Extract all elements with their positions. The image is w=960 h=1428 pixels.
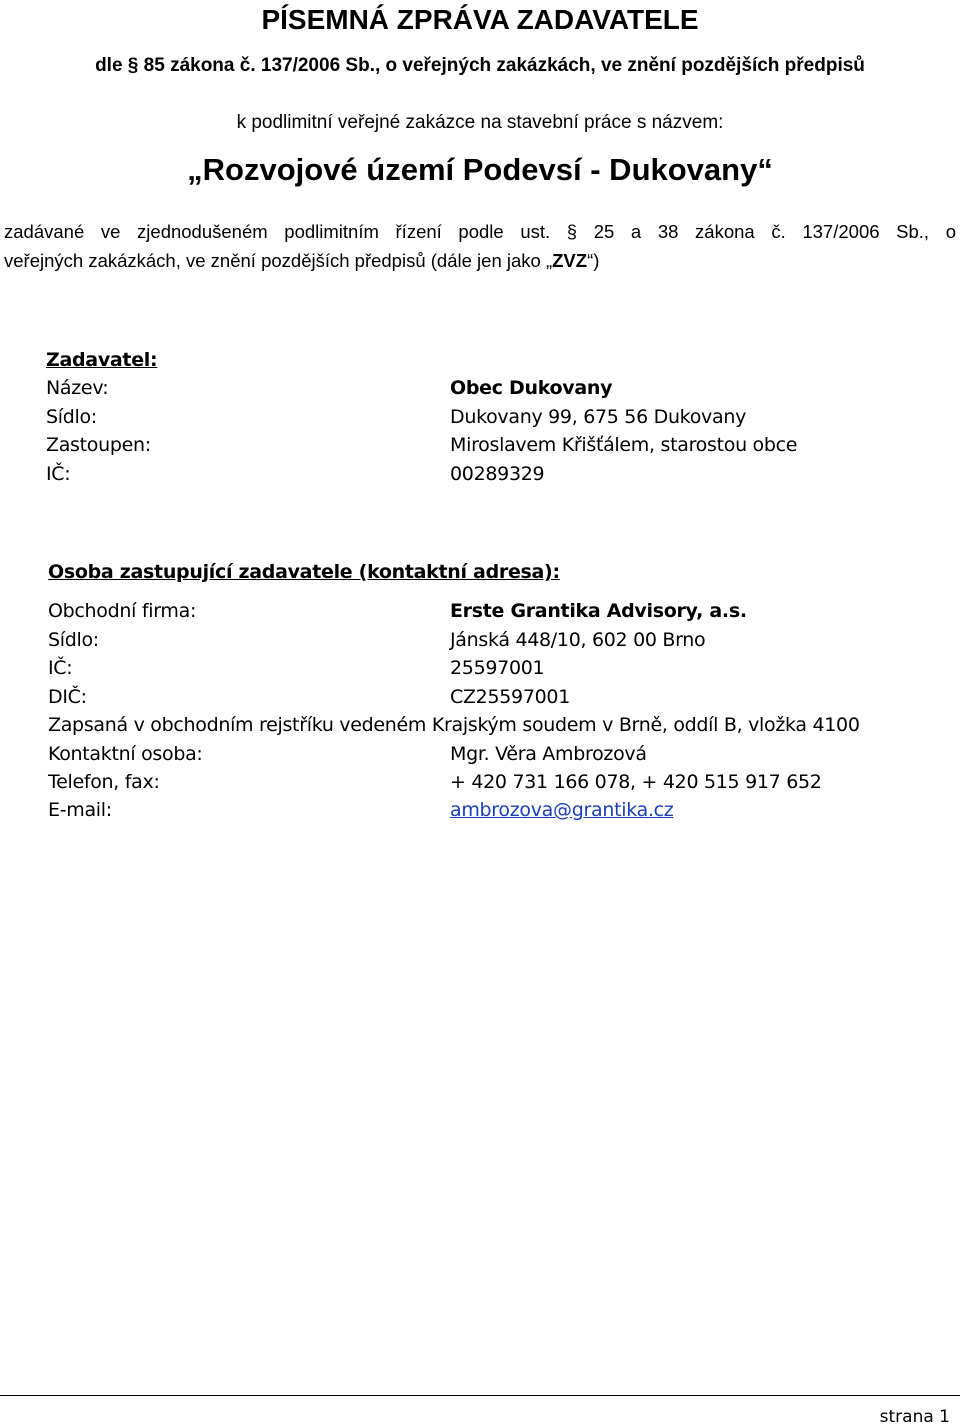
contact-person-value: Mgr. Věra Ambrozová (450, 743, 647, 765)
registry-note: Zapsaná v obchodním rejstříku vedeném Krajským soudem v Brně, oddíl B, vložka 4100 (48, 714, 860, 736)
contracting-authority-heading: Zadavatel: (46, 349, 158, 371)
procedure-line-2-prefix: veřejných zakázkách, ve znění pozdějších předpisů (dále jen jako „ (4, 250, 553, 271)
authority-seat-label: Sídlo: (46, 406, 97, 428)
authority-name-value: Obec Dukovany (450, 377, 613, 399)
company-id-value: 25597001 (450, 657, 545, 679)
company-seat-label: Sídlo: (48, 629, 99, 651)
company-name-value: Erste Grantika Advisory, a.s. (450, 600, 747, 622)
company-seat-value: Jánská 448/10, 602 00 Brno (450, 629, 706, 651)
authority-representative-value: Miroslavem Křišťálem, starostou obce (450, 434, 798, 456)
company-id-label: IČ: (48, 657, 73, 679)
authority-seat-value: Dukovany 99, 675 56 Dukovany (450, 406, 747, 428)
document-subtitle: dle § 85 zákona č. 137/2006 Sb., o veřejných zakázkách, ve znění pozdějších předpisů (95, 55, 865, 76)
authority-name-label: Název: (46, 377, 109, 399)
phone-fax-label: Telefon, fax: (48, 771, 160, 793)
representative-heading: Osoba zastupující zadavatele (kontaktní adresa): (48, 561, 560, 583)
company-name-label: Obchodní firma: (48, 600, 197, 622)
procedure-line-1: zadávané ve zjednodušeném podlimitním řízení podle ust. § 25 a 38 zákona č. 137/2006 Sb., o (4, 221, 956, 242)
page-number: strana 1 (879, 1407, 950, 1427)
document-title: PÍSEMNÁ ZPRÁVA ZADAVATELE (261, 4, 699, 35)
authority-representative-label: Zastoupen: (46, 434, 151, 456)
contact-person-label: Kontaktní osoba: (48, 743, 203, 765)
project-name: „Rozvojové území Podevsí - Dukovany“ (187, 152, 773, 187)
company-vat-label: DIČ: (48, 686, 87, 708)
email-link[interactable]: ambrozova@grantika.cz (450, 799, 674, 821)
phone-fax-value: + 420 731 166 078, + 420 515 917 652 (450, 771, 822, 793)
procedure-line-2 (4, 248, 956, 274)
email-label: E-mail: (48, 799, 112, 821)
footer-divider (0, 1395, 960, 1396)
procedure-abbreviation: ZVZ (552, 250, 588, 271)
intro-text: k podlimitní veřejné zakázce na stavební práce s názvem: (236, 112, 724, 133)
authority-id-value: 00289329 (450, 463, 545, 485)
authority-id-label: IČ: (46, 463, 71, 485)
procedure-line-2-suffix: “) (587, 250, 600, 271)
company-vat-value: CZ25597001 (450, 686, 570, 708)
